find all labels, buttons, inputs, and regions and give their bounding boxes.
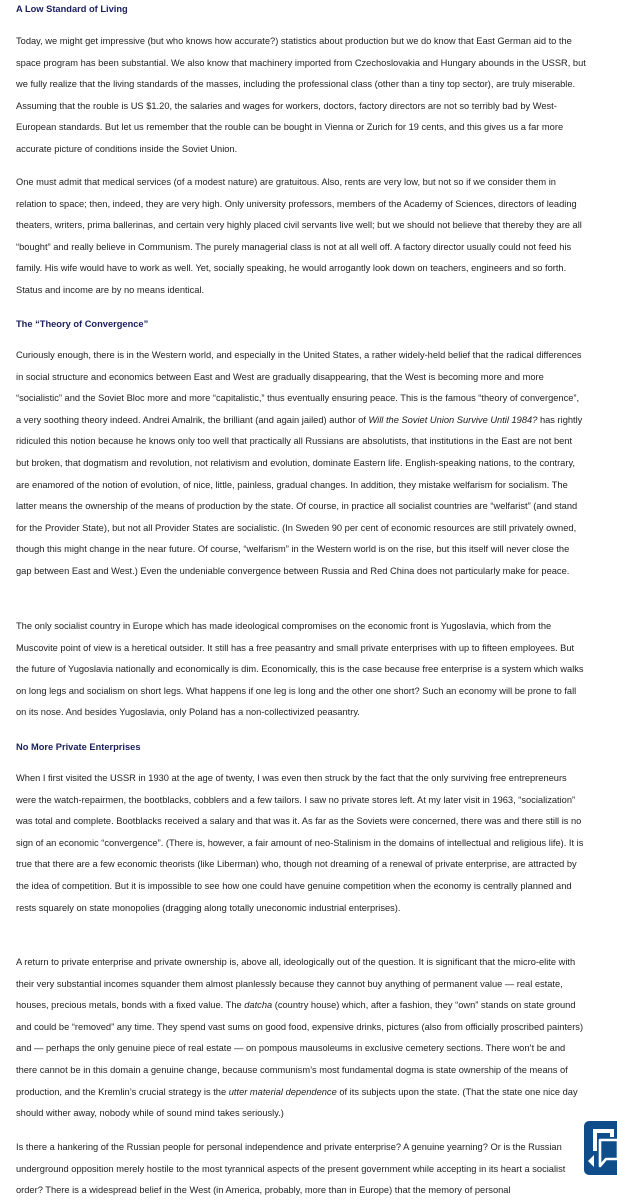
section-heading: No More Private Enterprises — [16, 742, 141, 752]
paragraph: Curiously enough, there is in the Western world, and especially in the United States, a rather widely-held belief that the radical differences in social structure and economics between East and West are gradually disappearing, that the West is becoming more and more “socialistic” and the Soviet Bloc more and more “capitalistic,” thus eventually ensuring peace. This is the famous “theory of convergence”, a very soothing theory indeed. Andrei Amalrik, the brilliant (and again jailed) author of Will the Soviet Union Survive Until 1984? has rightly ridiculed this notion because he knows only too well that practically all Russians are absolutists, that institutions in the East are not bent but broken, that dogmatism and revolution, not relativism and evolution, dominate Eastern life. English-speaking nations, to the contrary, are enamored of the notion of evolution, of nice, little, painless, gradual changes. In addition, they mistake welfarism for socialism. The latter means the ownership of the means of production by the state. Of course, in practice all socialist countries are “welfarist” (and stand for the Provider State), but not all Provider States are socialistic. (In Sweden 90 per cent of economic resources are still privately owned, though this might change in the near future. Of course, “welfarism” in the Western world is on the rise, but this itself will never close the gap between East and West.) Even the undeniable convergence between Russia and Red China does not particularly make for peace. — [16, 350, 583, 576]
chat-bubble-icon — [584, 1121, 617, 1175]
section-heading: A Low Standard of Living — [16, 4, 128, 14]
paragraph: One must admit that medical services (of a modest nature) are gratuitous. Also, rents are very low, but not so if we consider them in relation to space; then, indeed, they are very high. Only university professors, members of the Academy of Sciences, directors of leading theaters, writers, prima ballerinas, and certain very highly placed civil servants live well; but we should not believe that thereby they are all “bought” and really believe in Communism. The purely managerial class is not at all well off. A factory director usually could not feed his family. His wife would have to work as well. Yet, socially speaking, he would arrogantly look down on teachers, engineers and so forth. Status and income are by no means identical. — [16, 177, 582, 295]
paragraph: The only socialist country in Europe which has made ideological compromises on the economic front is Yugoslavia, which from the Muscovite point of view is a heretical outsider. It still has a free peasantry and small private enterprises with up to fifteen employees. But the future of Yugoslavia nationally and economically is dim. Economically, this is the case because free enterprise is a system which walks on long legs and socialism on short legs. What happens if one leg is long and the other one short? Such an economy will be prone to fall on its nose. And besides Yugoslavia, only Poland has a non-collectivized peasantry. — [16, 621, 584, 718]
paragraph: When I first visited the USSR in 1930 at the age of twenty, I was even then struck by the fact that the only surviving free entrepreneurs were the watch-repairmen, the bootblacks, cobblers and a few tailors. I saw no private stores left. At my later visit in 1963, “socialization” was total and complete. Bootblacks received a salary and that was it. As far as the Soviets were concerned, there was and there still is no sign of an economic “convergence”. (There is, however, a fair amount of neo-Stalinism in the domains of intellectual and religious life). It is true that there are a few economic theorists (like Liberman) who, though not dreaming of a renewal of private enterprise, are attracted by the idea of competition. But it is impossible to see how one could have genuine competition when the economy is centrally planned and rests squarely on state monopolies (dragging along totally uneconomic industrial enterprises). — [16, 773, 584, 913]
paragraph: Is there a hankering of the Russian people for personal independence and private enterprise? A genuine yearning? Or is the Russian underground opposition merely hostile to the most tyrannical aspects of the present government while accepting in its heart a socialist order? There is a widespread belief in the West (in America, probably, more than in Europe) that the memory of personal — [16, 1142, 566, 1196]
chat-widget-button[interactable] — [584, 1121, 617, 1175]
paragraph: Today, we might get impressive (but who knows how accurate?) statistics about production but we do know that East German aid to the space program has been substantial. We also know that machinery imported from Czechoslovakia and Hungary abounds in the USSR, but we fully realize that the living standards of the masses, including the professional class (other than a tiny top sector), are truly miserable. Assuming that the rouble is US $1.20, the salaries and wages for workers, doctors, factory directors are not so terribly bad by West-European standards. But let us remember that the rouble can be bought in Vienna or Zurich for 19 cents, and this gives us a far more accurate picture of conditions inside the Soviet Union. — [16, 36, 586, 154]
paragraph: A return to private enterprise and private ownership is, above all, ideologically out of the question. It is significant that the micro-elite with their very substantial incomes squander them almost planlessly because they cannot buy anything of permanent value — real estate, houses, precious metals, bonds with a fixed value. The datcha (country house) which, after a fashion, they “own” stands on state ground and could be “removed” any time. They spend vast sums on good food, expensive drinks, pictures (also from officially proscribed painters) and — perhaps the only genuine piece of real estate — on pompous mausoleums in exclusive cemetery sections. There won’t be and there cannot be in this domain a genuine change, because communism’s most fundamental dogma is state ownership of the means of production, and the Kremlin’s crucial strategy is the utter material dependence of its subjects upon the state. (That the state one nice day should wither away, nobody while of sound mind takes seriously.) — [16, 957, 584, 1119]
section-heading: The “Theory of Convergence” — [16, 319, 149, 329]
